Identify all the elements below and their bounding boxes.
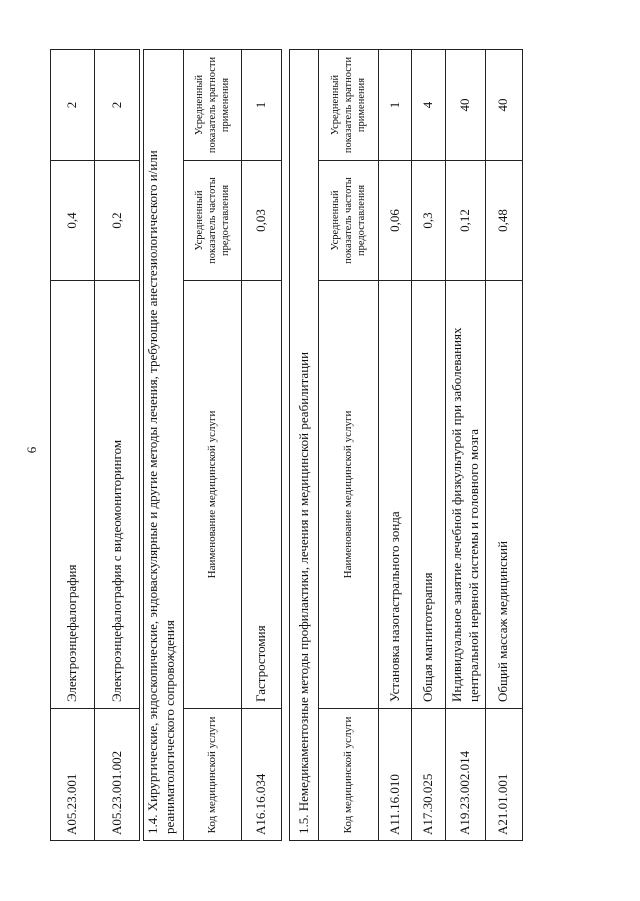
frequency-value: 0,2 xyxy=(108,212,124,229)
header-name: Наименование медицинской услуги xyxy=(205,410,218,579)
frequency-value: 0,48 xyxy=(495,209,511,232)
multiplicity-value: 1 xyxy=(252,101,268,109)
service-code: A17.30.025 xyxy=(420,773,436,835)
page-number: 6 xyxy=(24,446,39,454)
header-code: Код медицинской услуги xyxy=(341,716,354,834)
multiplicity-value: 4 xyxy=(420,101,436,109)
section-title-1-5: 1.5. Немедикаментозные методы профилактики, лечения и медицинской реабилитации xyxy=(296,351,311,834)
frequency-value: 0,12 xyxy=(457,209,473,232)
section-title-1-4: 1.4. Хирургические, эндоскопические, эндоваскулярные и другие методы лечения, требующие анестезиологического и/или реаниматологического сопровождения xyxy=(145,150,177,834)
header-name: Наименование медицинской услуги xyxy=(341,410,354,579)
header-multiplicity: Усредненный показатель кратности применения xyxy=(329,56,368,154)
frequency-value: 0,06 xyxy=(386,209,402,232)
service-code: A05.23.001 xyxy=(64,773,80,835)
multiplicity-value: 40 xyxy=(457,98,473,112)
service-name: Установка назогастрального зонда xyxy=(386,511,402,702)
frequency-value: 0,3 xyxy=(420,212,436,229)
frequency-value: 0,4 xyxy=(64,212,80,229)
service-name: Электроэнцефалография xyxy=(64,564,80,702)
header-code: Код медицинской услуги xyxy=(205,716,218,834)
service-name: Индивидуальное занятие лечебной физкультурой при заболеваниях центральной нервной системы и головного мозга xyxy=(449,327,481,702)
multiplicity-value: 2 xyxy=(108,101,124,109)
multiplicity-value: 1 xyxy=(386,101,402,109)
service-code: A19.23.002.014 xyxy=(457,750,473,835)
header-frequency: Усредненный показатель частоты предоставления xyxy=(329,177,368,264)
service-code: A21.01.001 xyxy=(495,773,511,835)
service-name: Общий массаж медицинский xyxy=(495,540,511,702)
service-code: A11.16.010 xyxy=(386,774,402,835)
multiplicity-value: 40 xyxy=(495,98,511,112)
header-multiplicity: Усредненный показатель кратности применения xyxy=(193,56,232,154)
service-name: Гастростомия xyxy=(252,625,268,702)
service-code: A05.23.001.002 xyxy=(108,750,124,835)
header-frequency: Усредненный показатель частоты предоставления xyxy=(193,177,232,264)
service-name: Электроэнцефалография с видеомониторингом xyxy=(108,439,124,702)
service-name: Общая магнитотерапия xyxy=(420,572,436,702)
frequency-value: 0,03 xyxy=(252,209,268,232)
service-code: A16.16.034 xyxy=(252,773,268,835)
multiplicity-value: 2 xyxy=(64,101,80,109)
